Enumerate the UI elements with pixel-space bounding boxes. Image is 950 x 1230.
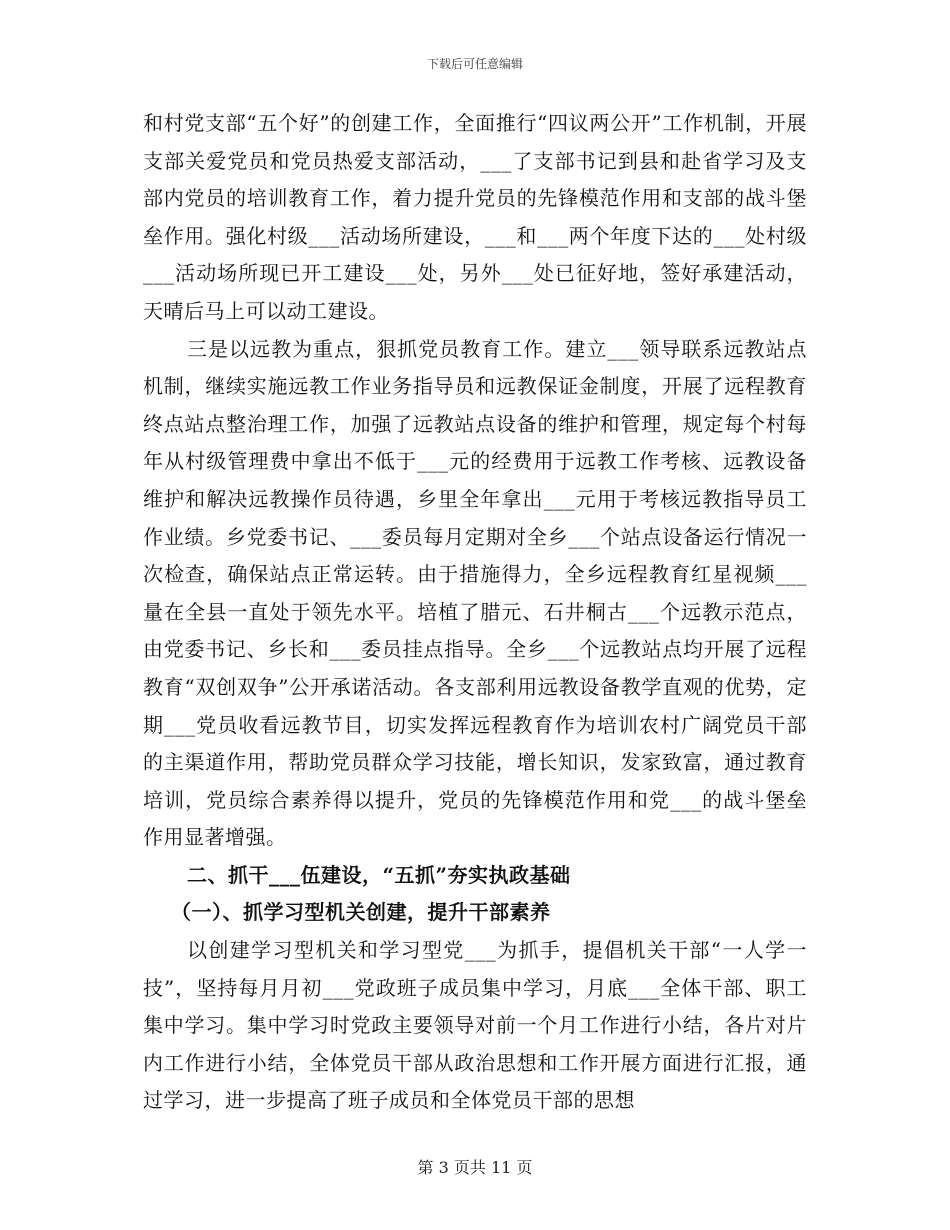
document-body bbox=[143, 105, 807, 1120]
page-number-footer: 第 3 页共 11 页 bbox=[417, 1158, 533, 1177]
paragraph-remote-education: 三是以远教为重点，狠抓党员教育工作。建立___领导联系远教站点机制，继续实施远教工作业务指导员和远教保证金制度，开展了远程教育终点站点整治理工作，加强了远教站点设备的维护和管理，规定每个村每年从村级管理费中拿出不低于___元的经费用于远教工作考核、远教设备维护和解决远教操作员待遇，乡里全年拿出___元用于考核远教指导员工作业绩。乡党委书记、___委员每月定期对全乡___个站点设备运行情况一次检查，确保站点正常运转。由于措施得力，全乡远程教育红星视频___量在全县一直处于领先水平。培植了腊元、石井桐古___个远教示范点，由党委书记、乡长和___委员挂点指导。全乡___个远教站点均开展了远程教育“双创双争”公开承诺活动。各支部利用远教设备教学直观的优势，定期___党员收看远教节目，切实发挥远程教育作为培训农村广阔党员干部的主渠道作用，帮助党员群众学习技能，增长知识，发家致富，通过教育培训，党员综合素养得以提升，党员的先锋模范作用和党___的战斗堡垒作用显著增强。 bbox=[143, 336, 807, 850]
subsection-heading: （一）、抓学习型机关创建，提升干部素养 bbox=[171, 900, 551, 925]
page-header: 下载后可任意编辑 bbox=[426, 57, 523, 71]
section-heading: 二、抓干___伍建设，“五抓”夯实执政基础 bbox=[187, 862, 571, 887]
paragraph-learning-organization: 以创建学习型机关和学习型党___为抓手，提倡机关干部“一人学一技”，坚持每月月初___党政班子成员集中学习，月底___全体干部、职工集中学习。集中学习时党政主要领导对前一个月工作进行小结，各片对片内工作进行小结，全体党员干部从政治思想和工作开展方面进行汇报，通过学习，进一步提高了班子成员和全体党员干部的思想 bbox=[143, 938, 807, 1113]
paragraph-continued: 和村党支部“五个好”的创建工作，全面推行“四议两公开”工作机制，开展支部关爱党员和党员热爱支部活动，___了支部书记到县和赴省学习及支部内党员的培训教育工作，着力提升党员的先锋模范作用和支部的战斗堡垒作用。强化村级___活动场所建设，___和___两个年度下达的___处村级___活动场所现已开工建设___处，另外___处已征好地，签好承建活动，天晴后马上可以动工建设。 bbox=[143, 111, 807, 323]
